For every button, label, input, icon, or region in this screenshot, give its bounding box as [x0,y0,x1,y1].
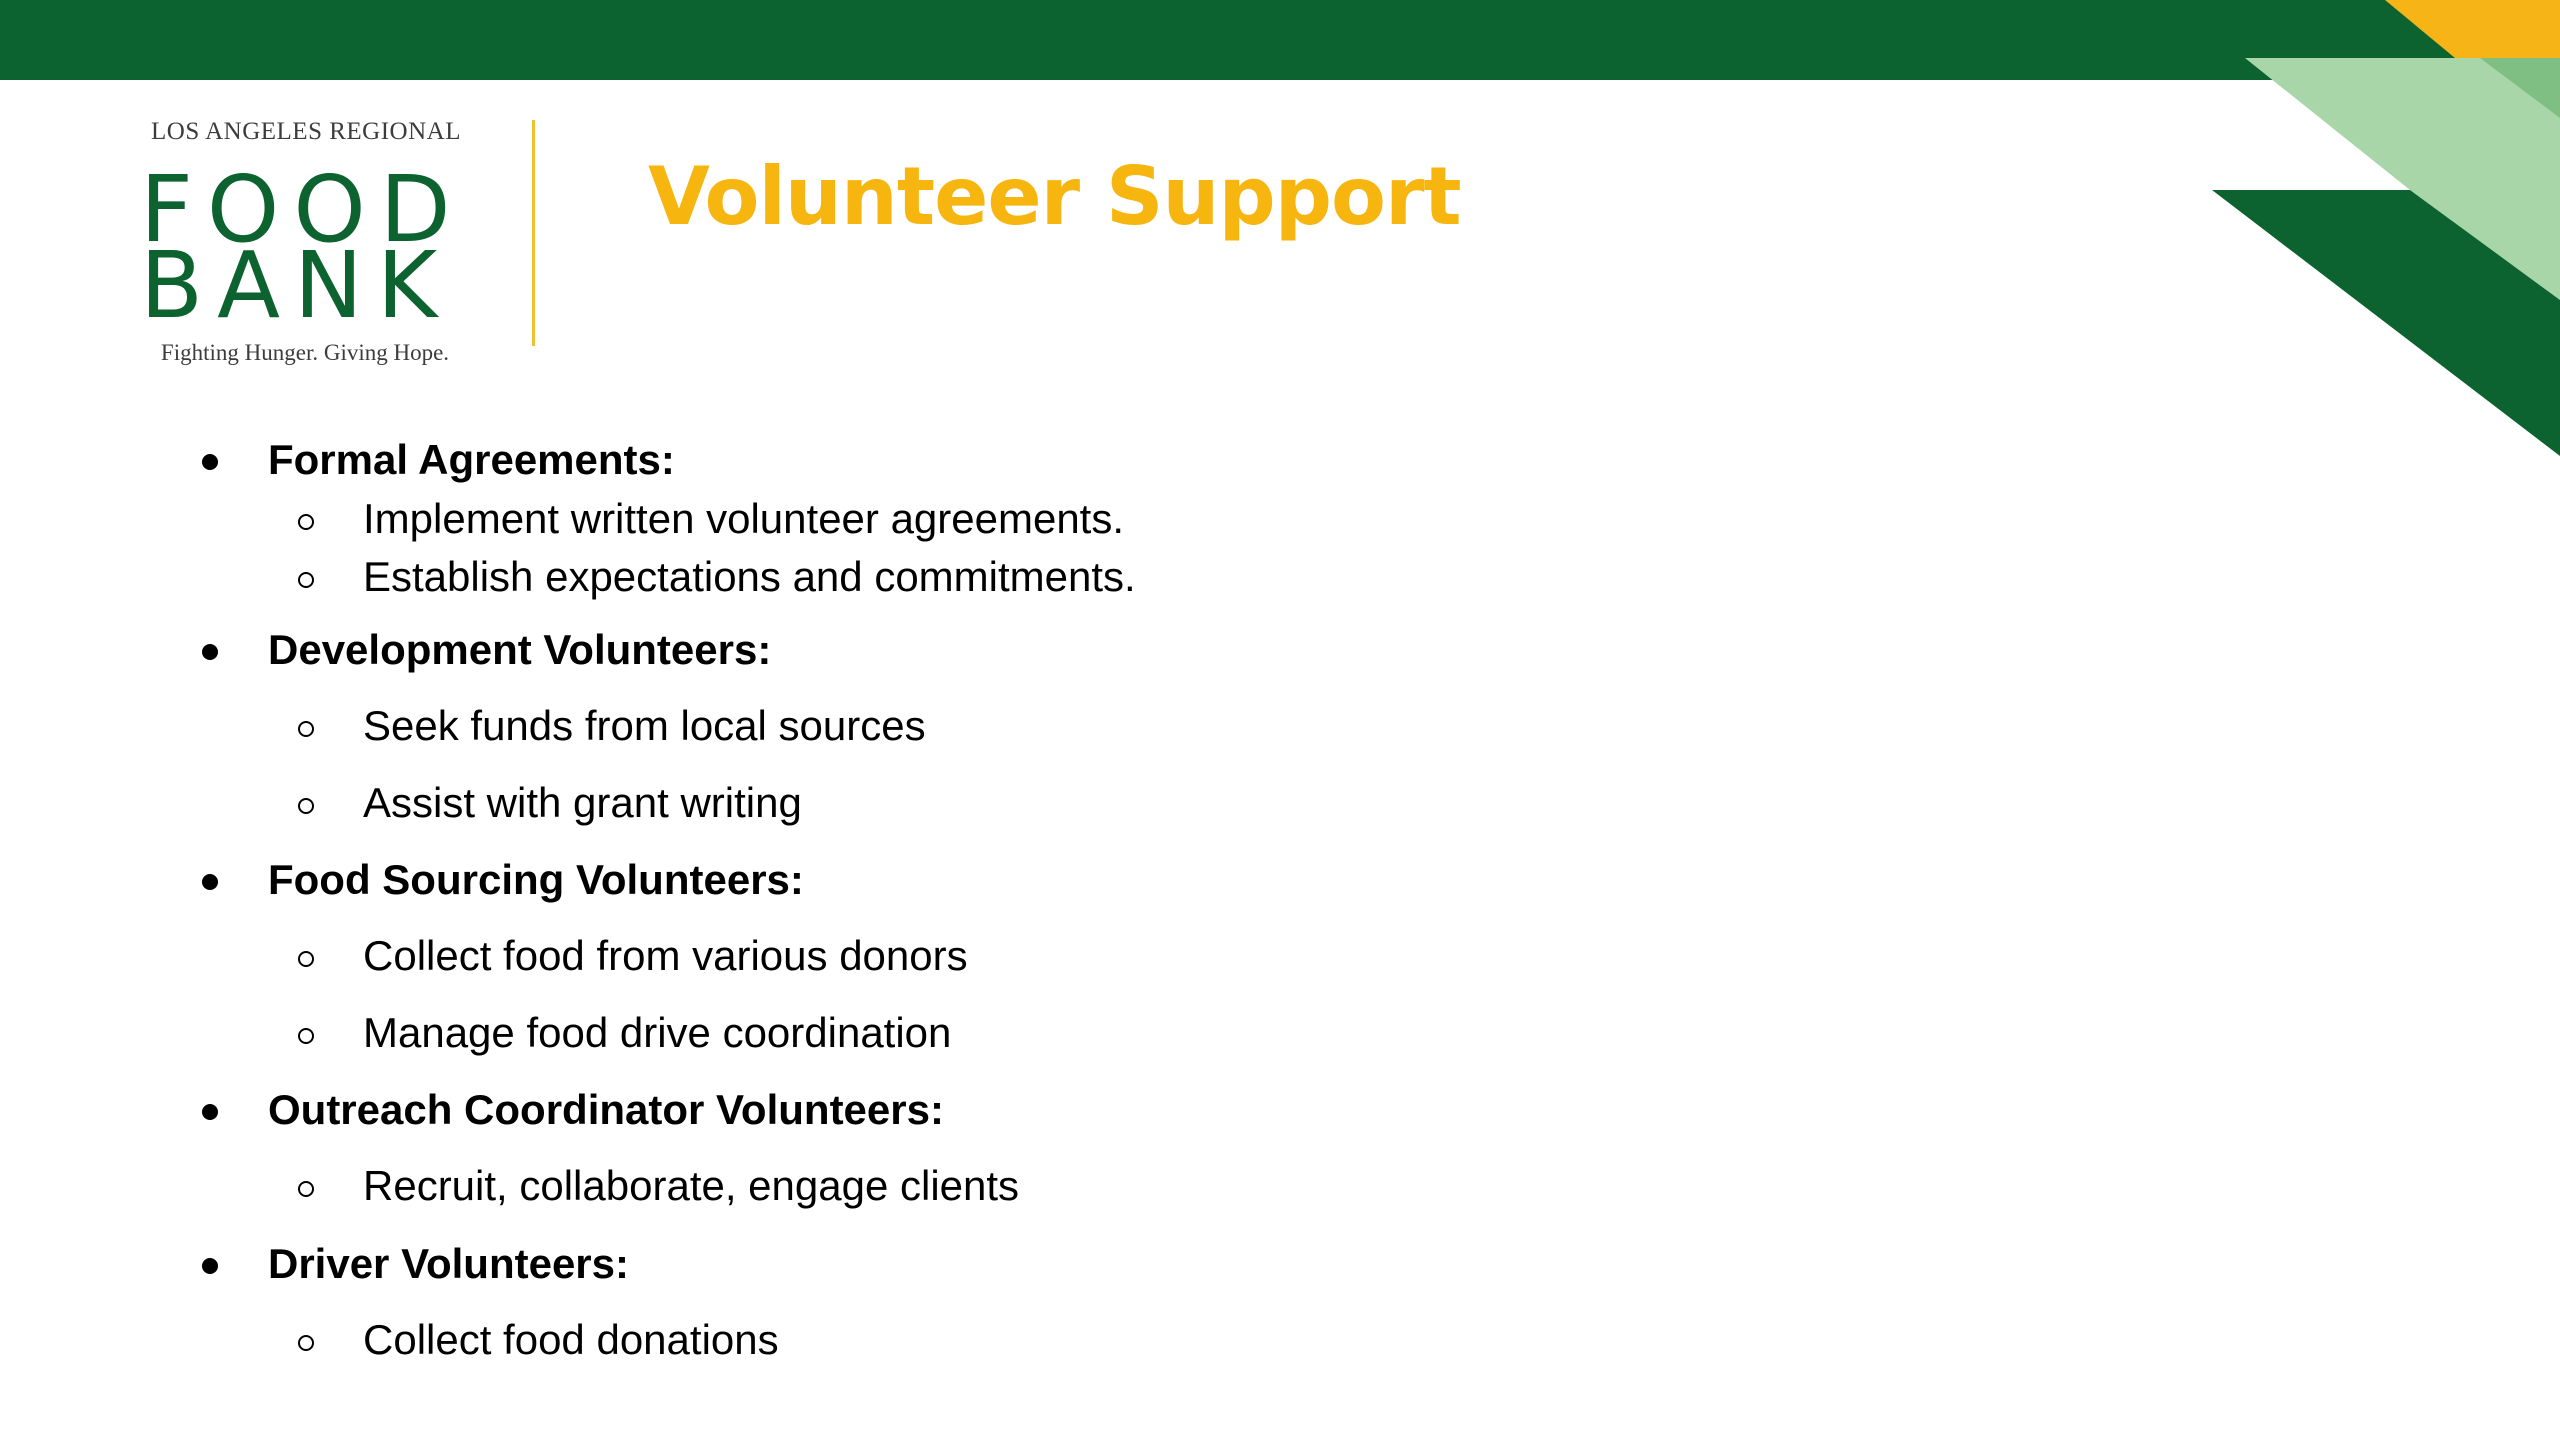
list-item: Manage food drive coordination [363,1009,952,1056]
logo-line-bank: BANK [140,232,452,339]
list-item: Seek funds from local sources [363,702,926,749]
sub-bullet-icon [298,1335,314,1351]
sub-bullet-icon [298,1181,314,1197]
sub-bullet-icon [298,1028,314,1044]
list-item: Collect food from various donors [363,932,968,979]
list-item: Recruit, collaborate, engage clients [363,1162,1020,1209]
list-item: Assist with grant writing [363,779,802,826]
logo-line-food: FOOD [140,156,465,263]
bullet-icon [202,644,218,660]
sub-bullet-icon [298,798,314,814]
section-heading: Formal Agreements: [268,436,675,483]
logo-top-text: LOS ANGELES REGIONAL [151,118,461,145]
list-item: Implement written volunteer agreements. [363,495,1125,542]
section-heading: Outreach Coordinator Volunteers: [268,1086,944,1133]
section-heading: Development Volunteers: [268,626,772,673]
section-heading: Food Sourcing Volunteers: [268,856,804,903]
bullet-icon [202,874,218,890]
page-title: Volunteer Support [648,150,1461,243]
sub-bullet-icon [298,572,314,588]
list-item: Establish expectations and commitments. [363,553,1136,600]
sub-bullet-icon [298,951,314,967]
sub-bullet-icon [298,721,314,737]
sub-bullet-icon [298,514,314,530]
logo-tagline: Fighting Hunger. Giving Hope. [160,340,450,365]
bullet-icon [202,1258,218,1274]
list-item: Collect food donations [363,1316,779,1363]
bullet-icon [202,454,218,470]
bullet-icon [202,1104,218,1120]
section-heading: Driver Volunteers: [268,1240,629,1287]
